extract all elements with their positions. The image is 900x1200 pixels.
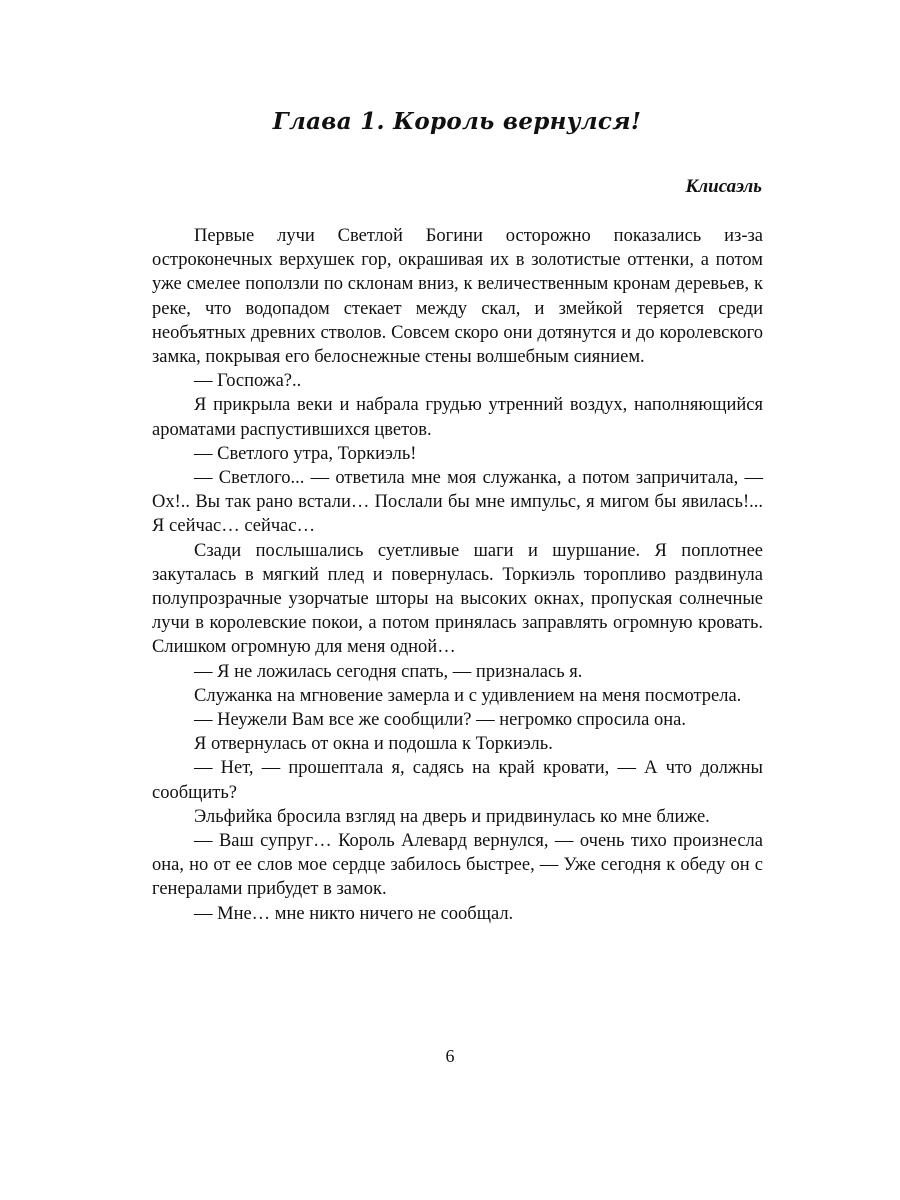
chapter-title: Глава 1. Король вернулся! (272, 108, 642, 135)
pov-character-name: Клисаэль (685, 176, 762, 197)
paragraph: — Госпожа?.. (194, 371, 302, 392)
chapter-body (152, 224, 763, 926)
paragraph: — Ваш супруг… Король Алевард вернулся, — очень тихо произнесла она, но от ее слов мое сердце забилось быстрее, — Уже сегодня к обеду он с генералами прибудет в замок. (152, 831, 763, 900)
paragraph: Сзади послышались суетливые шаги и шуршание. Я поплотнее закуталась в мягкий плед и повернулась. Торкиэль торопливо раздвинула полупрозрачные узорчатые шторы на высоких окнах, пропуская солнечные лучи в королевские покои, а потом принялась заправлять огромную кровать. Слишком огромную для меня одной… (152, 540, 763, 658)
paragraph: — Светлого утра, Торкиэль! (194, 443, 417, 464)
page-number: 6 (445, 1046, 455, 1066)
paragraph: Служанка на мгновение замерла и с удивлением на меня посмотрела. (194, 685, 742, 706)
paragraph: — Неужели Вам все же сообщили? — негромко спросила она. (194, 710, 686, 731)
paragraph: — Мне… мне никто ничего не сообщал. (194, 903, 514, 924)
paragraph: — Нет, — прошептала я, садясь на край кровати, — А что должны сообщить? (152, 758, 763, 803)
paragraph: Я прикрыла веки и набрала грудью утренний воздух, наполняющийся ароматами распустившихся цветов. (152, 395, 763, 440)
paragraph: — Светлого... — ответила мне моя служанка, а потом запричитала, — Ох!.. Вы так рано встали… Послали бы мне импульс, я мигом бы явилась!... Я сейчас… сейчас… (152, 468, 763, 537)
paragraph: Я отвернулась от окна и подошла к Торкиэль. (194, 734, 553, 755)
paragraph: Первые лучи Светлой Богини осторожно показались из-за остроконечных верхушек гор, окрашивая их в золотистые оттенки, а потом уже смелее поползли по склонам вниз, к величественным кронам деревьев, к реке, что водопадом стекает между скал, и змейкой теряется среди необъятных древних стволов. Совсем скоро они дотянутся и до королевского замка, покрывая его белоснежные стены волшебным сиянием. (152, 226, 763, 368)
paragraph: — Я не ложилась сегодня спать, — призналась я. (194, 661, 583, 682)
paragraph: Эльфийка бросила взгляд на дверь и придвинулась ко мне ближе. (194, 806, 710, 827)
